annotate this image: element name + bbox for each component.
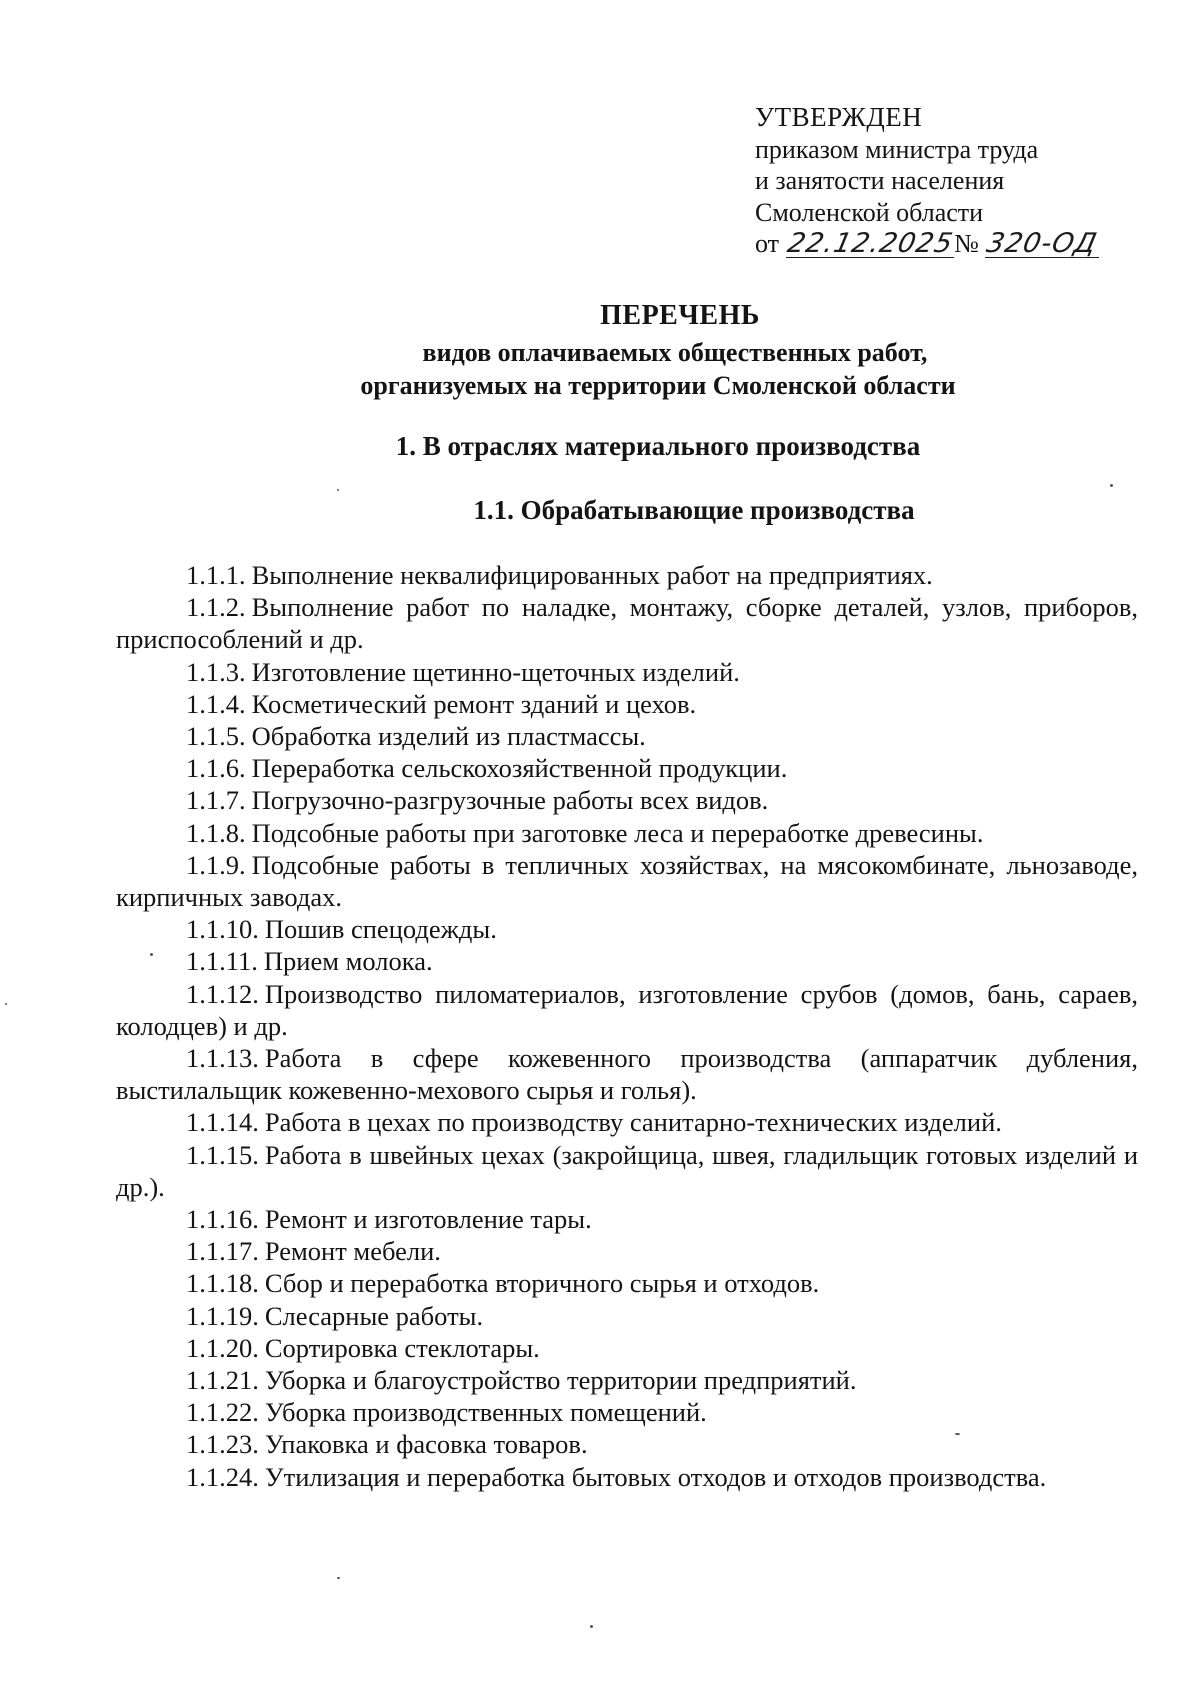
list-item-text: Производство пиломатериалов, изготовление срубов (домов, бань, сараев, колодцев) и др. xyxy=(116,978,1138,1041)
scan-speck xyxy=(5,1003,7,1005)
list-item xyxy=(116,817,1138,849)
list-item-text: Слесарные работы. xyxy=(264,1300,484,1331)
list-item-number: 1.1.2. xyxy=(186,592,246,623)
list-item-text: Подсобные работы при заготовке леса и переработке древесины. xyxy=(251,817,984,848)
list-item-text: Ремонт и изготовление тары. xyxy=(264,1204,592,1235)
list-item-number: 1.1.16. xyxy=(186,1204,259,1235)
list-item-number: 1.1.7. xyxy=(186,785,246,816)
scan-speck xyxy=(337,1577,340,1579)
list-item-text: Сбор и переработка вторичного сырья и отходов. xyxy=(264,1268,820,1299)
list-item-text: Переработка сельскохозяйственной продукции. xyxy=(251,753,788,784)
list-item-text: Пошив спецодежды. xyxy=(264,914,497,945)
section-heading: 1. В отраслях материального производства xyxy=(395,431,921,461)
approval-date xyxy=(784,228,956,259)
approval-number-handwritten: 320-ОД xyxy=(984,228,1101,259)
list-item xyxy=(116,591,1138,655)
list-item-number: 1.1.24. xyxy=(186,1461,259,1492)
list-item-text: Обработка изделий из пластмассы. xyxy=(251,721,646,752)
list-item xyxy=(116,1461,1138,1493)
list-item xyxy=(116,1235,1138,1267)
list-item xyxy=(116,913,1138,945)
number-label: № xyxy=(954,229,979,258)
scan-speck xyxy=(150,953,153,956)
list-item xyxy=(116,1139,1138,1203)
list-item xyxy=(116,945,1138,977)
document-subtitle-line-1: видов оплачиваемых общественных работ, xyxy=(422,338,928,367)
list-item xyxy=(116,1364,1138,1396)
list-item xyxy=(116,1428,1138,1460)
list-item-number: 1.1.4. xyxy=(186,688,246,719)
list-item xyxy=(116,1300,1138,1332)
list-item-number: 1.1.19. xyxy=(186,1300,259,1331)
list-item xyxy=(116,752,1138,784)
list-item-number: 1.1.9. xyxy=(186,849,246,880)
approval-line-3: Смоленской области xyxy=(755,197,984,227)
approval-title: УТВЕРЖДЕН xyxy=(755,102,923,132)
list-item-number: 1.1.14. xyxy=(186,1107,259,1138)
scan-speck xyxy=(955,1433,960,1435)
list-item xyxy=(116,978,1138,1042)
list-item-number: 1.1.8. xyxy=(186,817,246,848)
list-item-text: Работа в швейных цехах (закройщица, швея, гладильщик готовых изделий и др.). xyxy=(116,1139,1138,1202)
list-item-number: 1.1.21. xyxy=(186,1365,259,1396)
list-item xyxy=(116,656,1138,688)
list-item-number: 1.1.23. xyxy=(186,1429,259,1460)
list-item-text: Утилизация и переработка бытовых отходов и отходов производства. xyxy=(264,1461,1047,1492)
list-item-text: Упаковка и фасовка товаров. xyxy=(264,1429,588,1460)
scan-speck xyxy=(590,1625,593,1628)
list-item-text: Уборка и благоустройство территории предприятий. xyxy=(264,1365,857,1396)
list-item-number: 1.1.13. xyxy=(186,1043,259,1074)
approval-stamp-block xyxy=(755,102,1099,260)
list-item xyxy=(116,849,1138,913)
list-item xyxy=(116,1267,1138,1299)
list-item-text: Косметический ремонт зданий и цехов. xyxy=(251,688,697,719)
list-item-text: Сортировка стеклотары. xyxy=(264,1332,540,1363)
scan-speck xyxy=(1110,484,1113,487)
list-item xyxy=(116,1106,1138,1138)
list-item xyxy=(116,1203,1138,1235)
list-item-text: Погрузочно-разгрузочные работы всех видов. xyxy=(251,785,769,816)
list-item-number: 1.1.18. xyxy=(186,1268,259,1299)
list-item-number: 1.1.3. xyxy=(186,656,246,687)
approval-line-2: и занятости населения xyxy=(755,166,1005,195)
list-item-number: 1.1.10. xyxy=(186,914,259,945)
scan-speck xyxy=(337,489,339,491)
approval-date-handwritten: 22.12.2025 xyxy=(784,228,956,259)
list-item xyxy=(116,1396,1138,1428)
list-item-number: 1.1.1. xyxy=(186,560,246,590)
list-item-number: 1.1.5. xyxy=(186,721,246,752)
list-item-number: 1.1.22. xyxy=(186,1397,259,1428)
list-item-text: Изготовление щетинно-щеточных изделий. xyxy=(251,656,740,687)
list-item-text: Выполнение работ по наладке, монтажу, сборке деталей, узлов, приборов, приспособлений и др. xyxy=(116,592,1138,655)
approval-line-1: приказом министра труда xyxy=(755,134,1039,164)
approval-date-number-line xyxy=(755,228,1099,260)
list-item xyxy=(116,720,1138,752)
list-item xyxy=(116,1042,1138,1106)
list-item-text: Ремонт мебели. xyxy=(264,1236,441,1267)
list-item xyxy=(116,688,1138,720)
list-item-text: Подсобные работы в тепличных хозяйствах, на мясокомбинате, льнозаводе, кирпичных заводах. xyxy=(116,849,1138,913)
list-item xyxy=(116,559,1138,591)
list-item-text: Уборка производственных помещений. xyxy=(264,1397,707,1428)
list-item-text: Работа в цехах по производству санитарно-технических изделий. xyxy=(264,1107,1002,1138)
list-item xyxy=(116,784,1138,816)
document-subtitle-line-2: организуемых на территории Смоленской области xyxy=(360,371,956,400)
list-item-text: Выполнение неквалифицированных работ на предприятиях. xyxy=(251,560,933,590)
subsection-heading: 1.1. Обрабатывающие производства xyxy=(473,495,915,525)
list-item-text: Работа в сфере кожевенного производства (аппаратчик дубления, выстилальщик кожевенно-мехового сырья и голья). xyxy=(116,1043,1138,1106)
list-item-text: Прием молока. xyxy=(263,946,433,977)
list-item-number: 1.1.11. xyxy=(186,946,258,977)
list-item-number: 1.1.17. xyxy=(186,1236,259,1267)
document-title: ПЕРЕЧЕНЬ xyxy=(600,300,760,331)
from-label: от xyxy=(755,229,780,258)
list-item-number: 1.1.6. xyxy=(186,753,246,784)
approval-number xyxy=(984,228,1101,259)
list-item xyxy=(116,1332,1138,1364)
items-list xyxy=(116,559,1138,1493)
list-item-number: 1.1.15. xyxy=(186,1139,259,1170)
list-item-number: 1.1.20. xyxy=(186,1332,259,1363)
list-item-number: 1.1.12. xyxy=(186,978,259,1009)
